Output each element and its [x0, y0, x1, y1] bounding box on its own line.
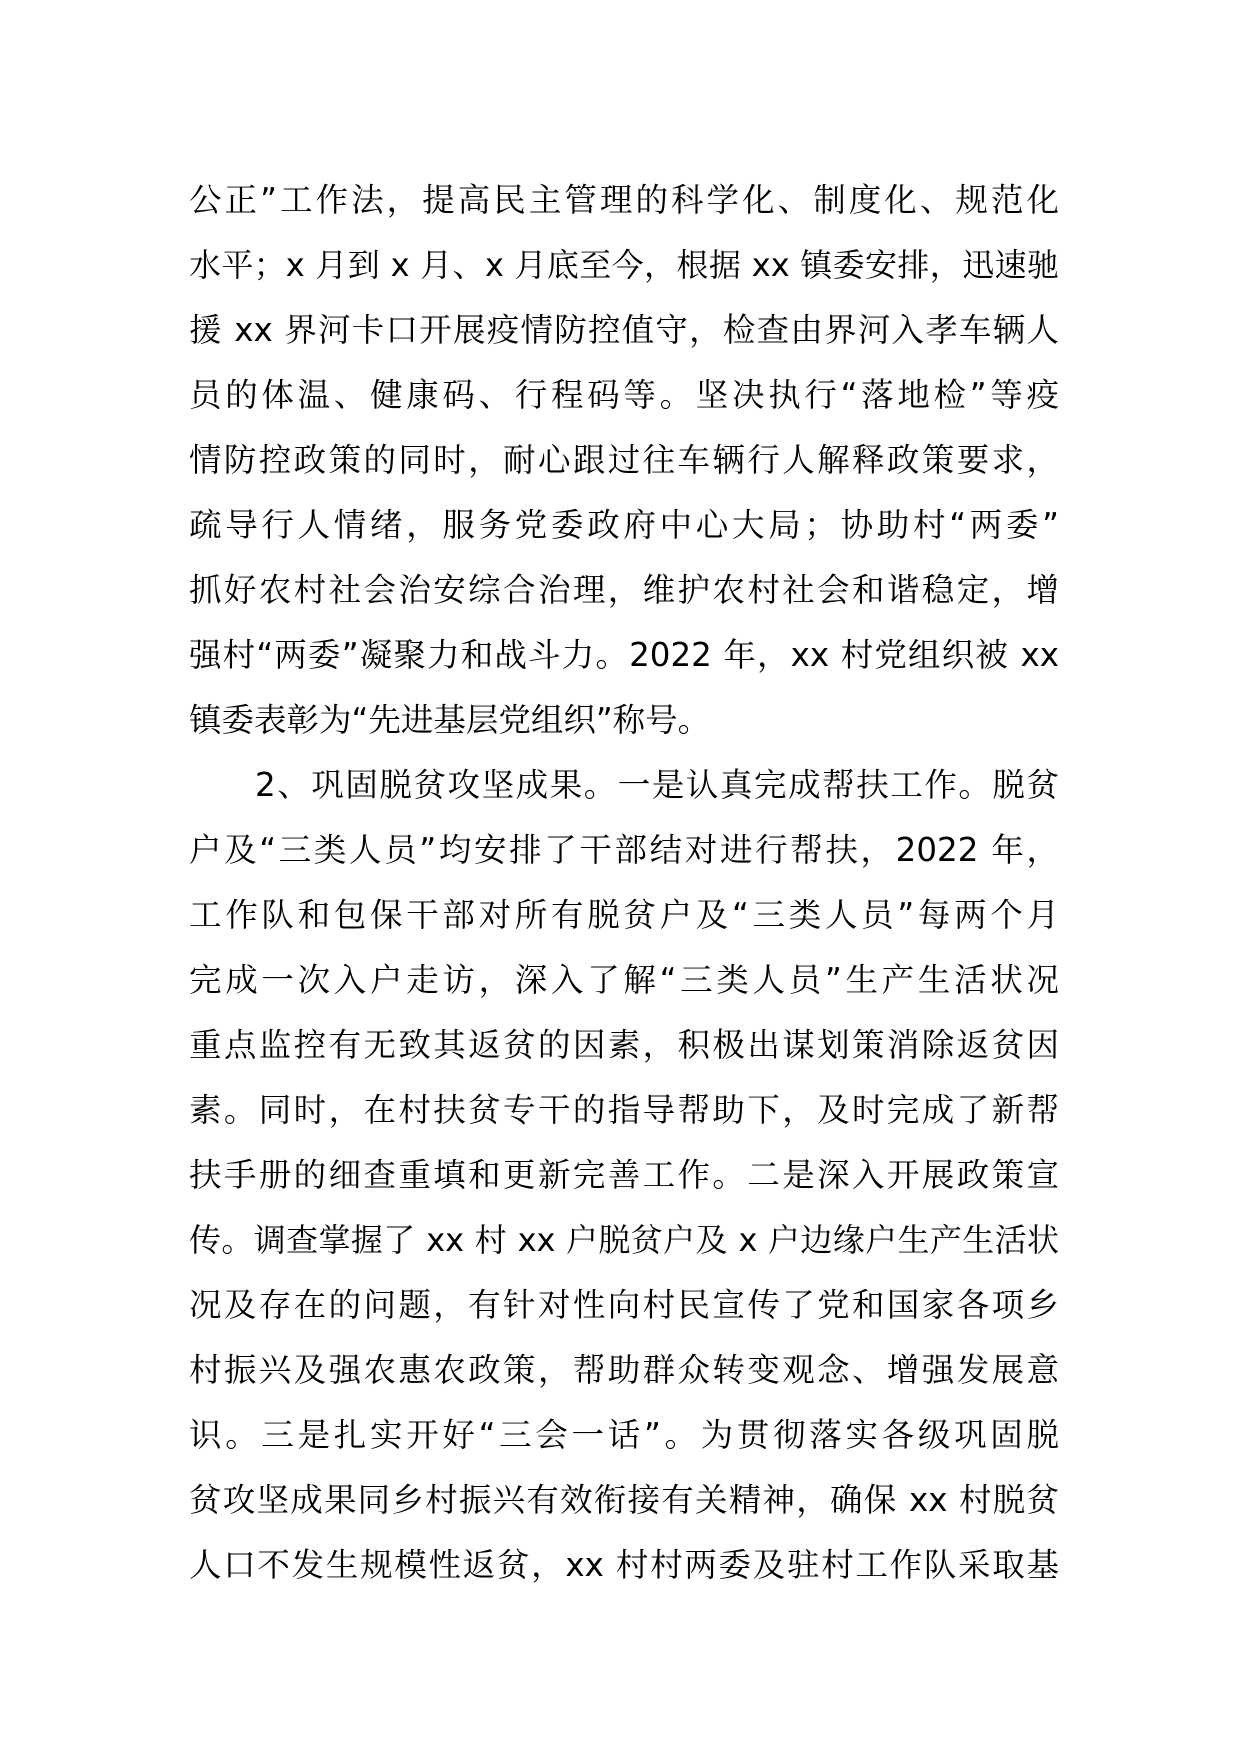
text-line: 疏导行人情绪，服务党委政府中心大局；协助村“两委” [189, 506, 1059, 544]
text-line: 识。三是扎实开好“三会一话”。为贯彻落实各级巩固脱 [189, 1416, 1059, 1454]
paragraph-1-continued [189, 168, 1059, 753]
text-line: 镇委表彰为“先进基层党组织”称号。 [189, 701, 711, 739]
text-line: 水平；x 月到 x 月、x 月底至今，根据 xx 镇委安排，迅速驰 [189, 246, 1059, 284]
text-line: 抓好农村社会治安综合治理，维护农村社会和谐稳定，增 [189, 571, 1059, 609]
text-line: 工作队和包保干部对所有脱贫户及“三类人员”每两个月 [189, 896, 1059, 934]
text-line: 素。同时，在村扶贫专干的指导帮助下，及时完成了新帮 [189, 1091, 1059, 1129]
text-line: 完成一次入户走访，深入了解“三类人员”生产生活状况 [189, 961, 1059, 999]
text-line: 强村“两委”凝聚力和战斗力。2022 年，xx 村党组织被 xx [189, 636, 1059, 674]
text-line: 2、巩固脱贫攻坚成果。一是认真完成帮扶工作。脱贫 [255, 766, 1059, 804]
text-line: 村振兴及强农惠农政策，帮助群众转变观念、增强发展意 [189, 1351, 1059, 1389]
text-line: 贫攻坚成果同乡村振兴有效衔接有关精神，确保 xx 村脱贫 [189, 1481, 1059, 1519]
text-line: 况及存在的问题，有针对性向村民宣传了党和国家各项乡 [189, 1286, 1059, 1324]
text-line: 扶手册的细查重填和更新完善工作。二是深入开展政策宣 [189, 1156, 1059, 1194]
text-line: 户及“三类人员”均安排了干部结对进行帮扶，2022 年， [189, 831, 1059, 869]
text-line: 传。调查掌握了 xx 村 xx 户脱贫户及 x 户边缘户生产生活状 [189, 1221, 1059, 1259]
text-line: 援 xx 界河卡口开展疫情防控值守，检查由界河入孝车辆人 [189, 311, 1059, 349]
text-line: 情防控政策的同时，耐心跟过往车辆行人解释政策要求， [189, 441, 1059, 479]
text-line: 员的体温、健康码、行程码等。坚决执行“落地检”等疫 [189, 376, 1059, 414]
text-line: 重点监控有无致其返贫的因素，积极出谋划策消除返贫因 [189, 1026, 1059, 1064]
paragraph-2 [189, 753, 1059, 1598]
document-body [189, 168, 1059, 1598]
text-line: 人口不发生规模性返贫，xx 村村两委及驻村工作队采取基 [189, 1546, 1059, 1584]
text-line: 公正”工作法，提高民主管理的科学化、制度化、规范化 [189, 181, 1059, 219]
